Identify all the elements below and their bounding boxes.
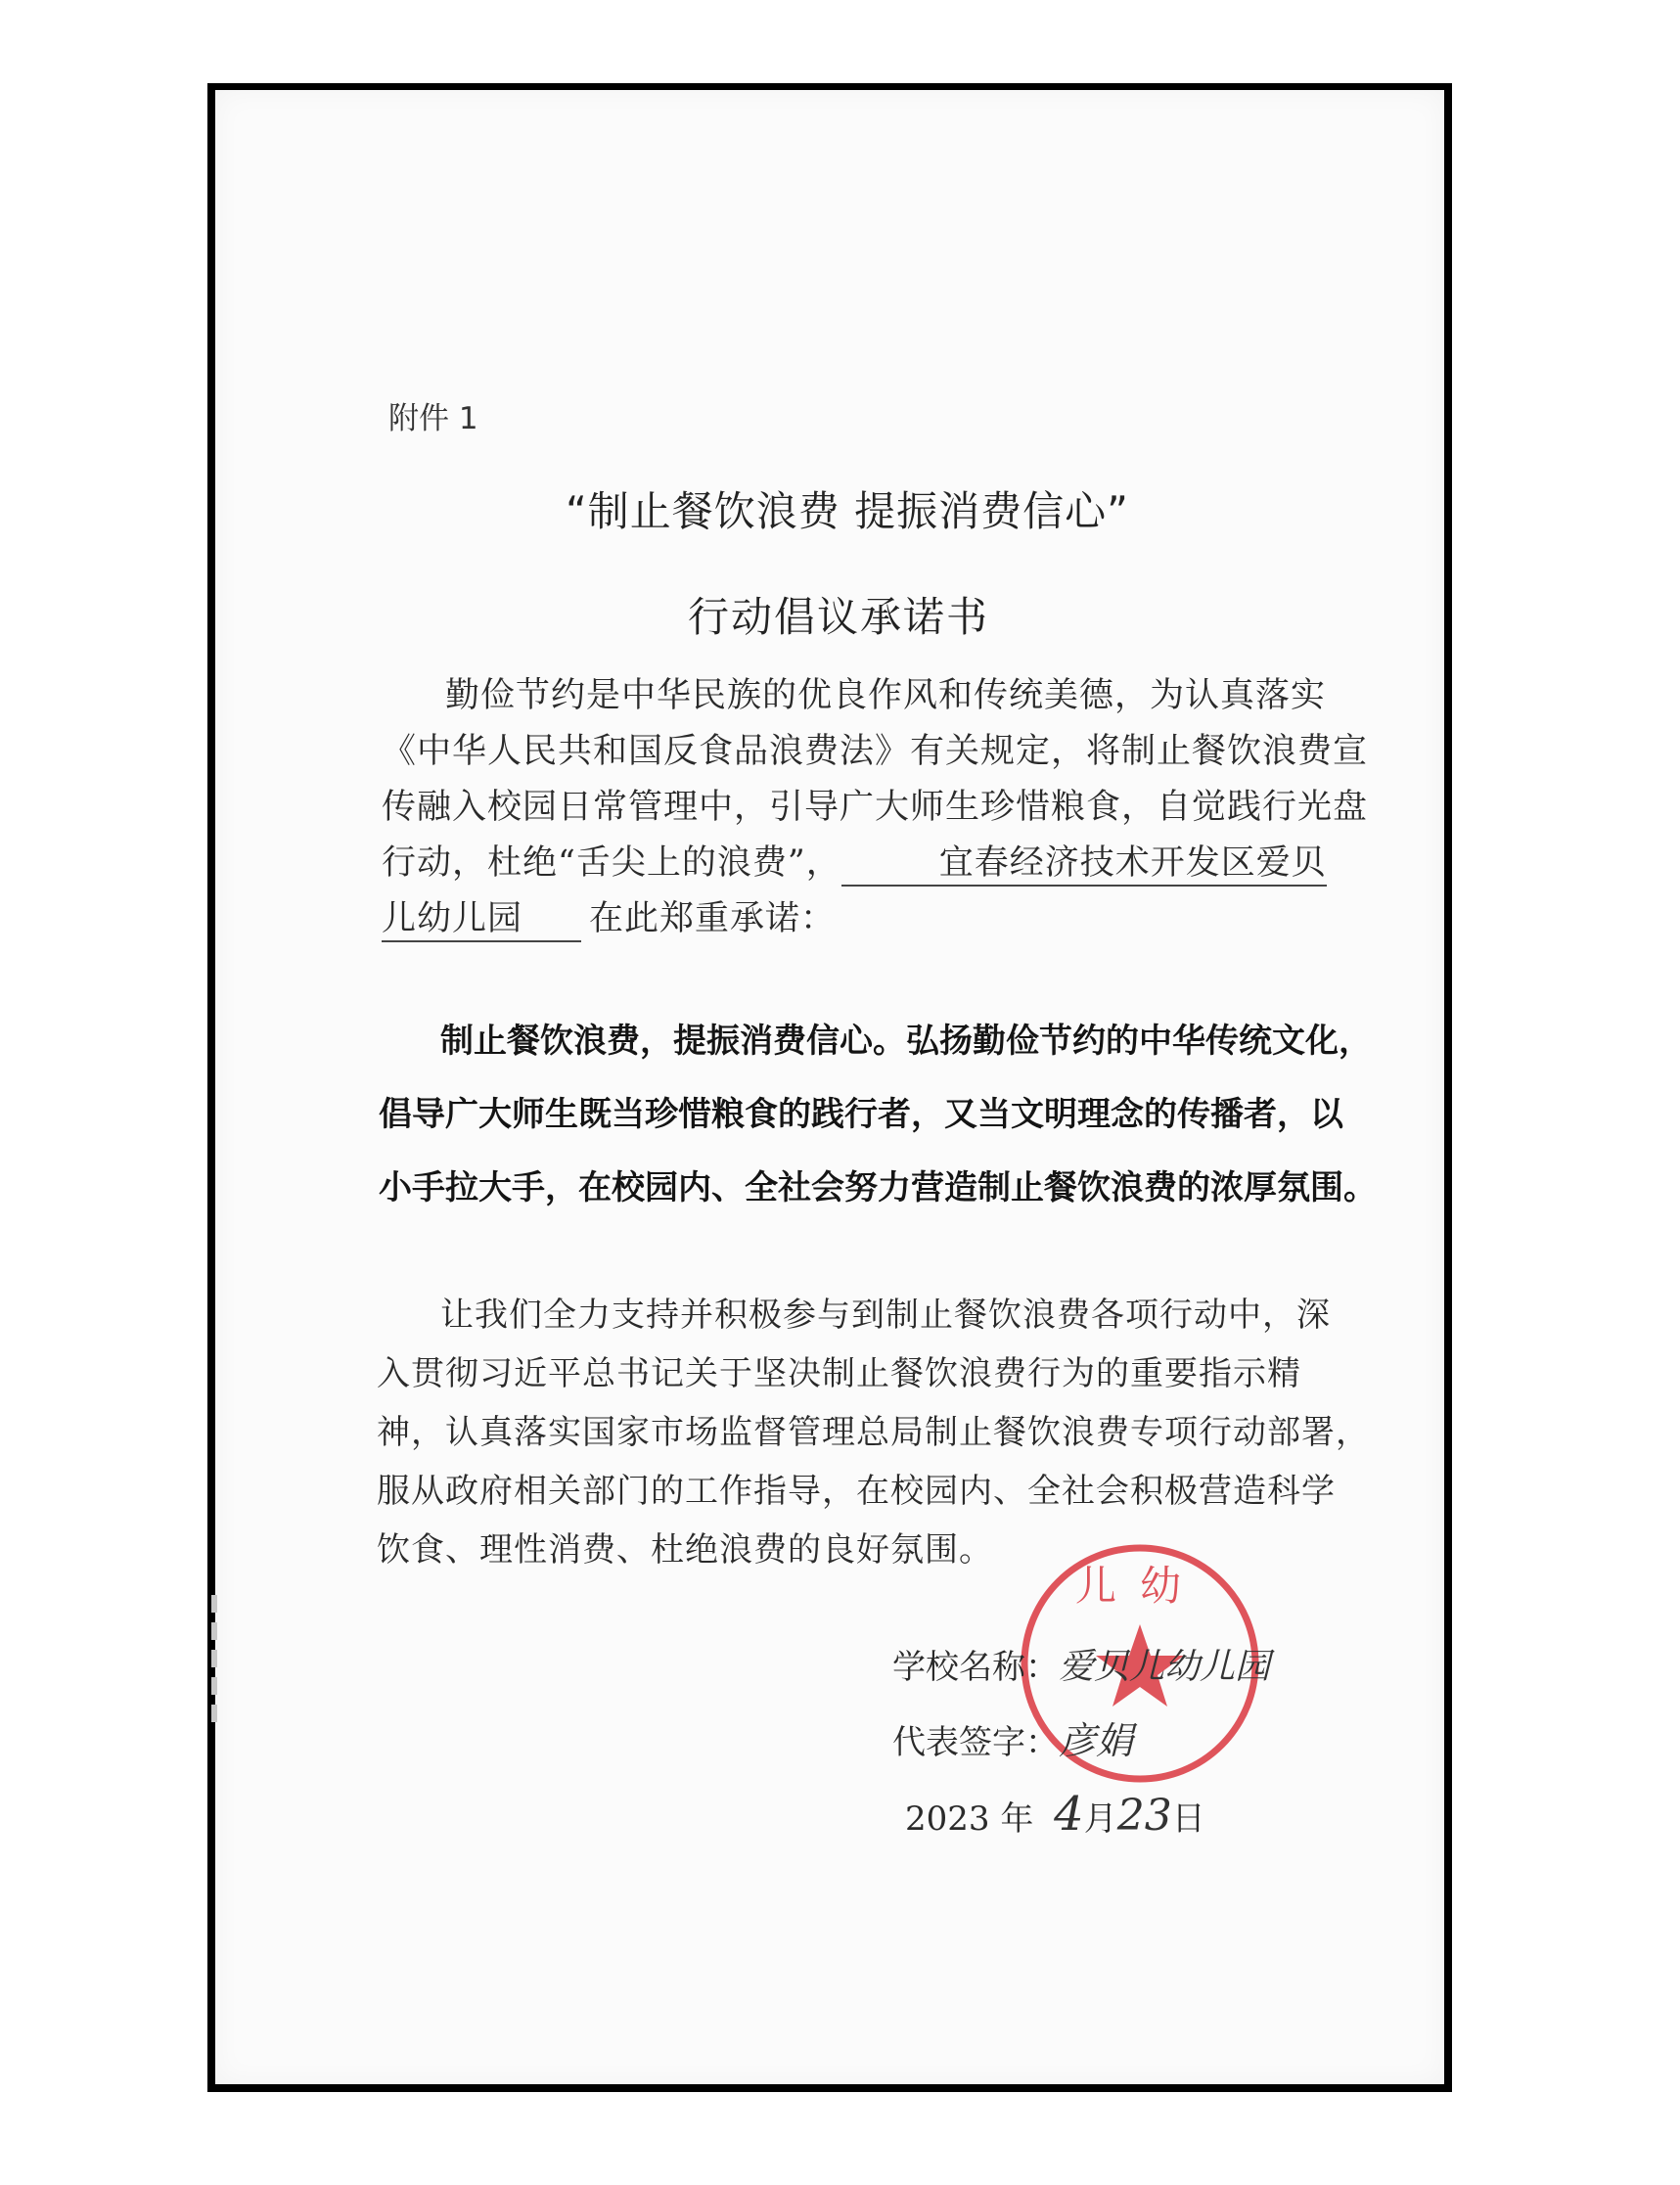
seal-text: 儿幼 bbox=[1074, 1562, 1205, 1610]
para1-line3: 传融入校园日常管理中，引导广大师生珍惜粮食，自觉践行光盘 bbox=[382, 788, 1369, 827]
para1-line5 bbox=[382, 891, 836, 942]
para1-line4-prefix: 行动，杜绝“舌尖上的浪费”， bbox=[382, 843, 841, 883]
attachment-label: 附件 1 bbox=[388, 401, 478, 436]
date-year: 2023 bbox=[905, 1799, 990, 1839]
rep-signature-label: 代表签字： bbox=[892, 1723, 1059, 1762]
para1-line1: 勤俭节约是中华民族的优良作风和传统美德，为认真落实 bbox=[445, 676, 1327, 715]
para1-line2: 《中华人民共和国反食品浪费法》有关规定，将制止餐饮浪费宣 bbox=[382, 732, 1369, 771]
school-name-handwritten: 爱贝儿幼儿园 bbox=[1059, 1647, 1271, 1687]
date-day-unit: 日 bbox=[1171, 1799, 1205, 1839]
para3-line4: 服从政府相关部门的工作指导，在校园内、全社会积极营造科学 bbox=[377, 1472, 1336, 1511]
para3-line5: 饮食、理性消费、杜绝浪费的良好氛围。 bbox=[377, 1530, 993, 1570]
date-month-handwritten: 4 bbox=[1054, 1787, 1084, 1842]
org-name-part1: 宜春经济技术开发区爱贝 bbox=[841, 836, 1327, 887]
date-month-unit: 月 bbox=[1083, 1799, 1117, 1839]
para2-line3: 小手拉大手，在校园内、全社会努力营造制止餐饮浪费的浓厚氛围。 bbox=[379, 1168, 1377, 1207]
rep-signature-row bbox=[892, 1710, 1133, 1764]
title-line1: “制止餐饮浪费 提振消费信心” bbox=[566, 487, 1129, 535]
date-year-unit: 年 bbox=[1000, 1799, 1034, 1839]
school-name-row bbox=[892, 1639, 1270, 1689]
binder-holes bbox=[211, 1595, 217, 1732]
para3-line1: 让我们全力支持并积极参与到制止餐饮浪费各项行动中，深 bbox=[440, 1296, 1331, 1335]
para1-line5-suffix: 在此郑重承诺： bbox=[589, 899, 837, 938]
para1-line4 bbox=[382, 836, 1327, 887]
school-name-label: 学校名称： bbox=[892, 1648, 1059, 1687]
para2-line2: 倡导广大师生既当珍惜粮食的践行者，又当文明理念的传播者，以 bbox=[379, 1095, 1343, 1134]
para2-line1: 制止餐饮浪费，提振消费信心。弘扬勤俭节约的中华传统文化， bbox=[440, 1022, 1372, 1061]
org-name-part2: 儿幼儿园 bbox=[382, 891, 581, 942]
rep-signature-handwritten: 彦娟 bbox=[1059, 1719, 1134, 1762]
title-line2: 行动倡议承诺书 bbox=[688, 593, 990, 641]
date-day-handwritten: 23 bbox=[1116, 1791, 1172, 1841]
para3-line3: 神，认真落实国家市场监督管理总局制止餐饮浪费专项行动部署， bbox=[377, 1413, 1370, 1452]
date-row bbox=[905, 1787, 1205, 1842]
para3-line2: 入贯彻习近平总书记关于坚决制止餐饮浪费行为的重要指示精 bbox=[377, 1354, 1301, 1393]
